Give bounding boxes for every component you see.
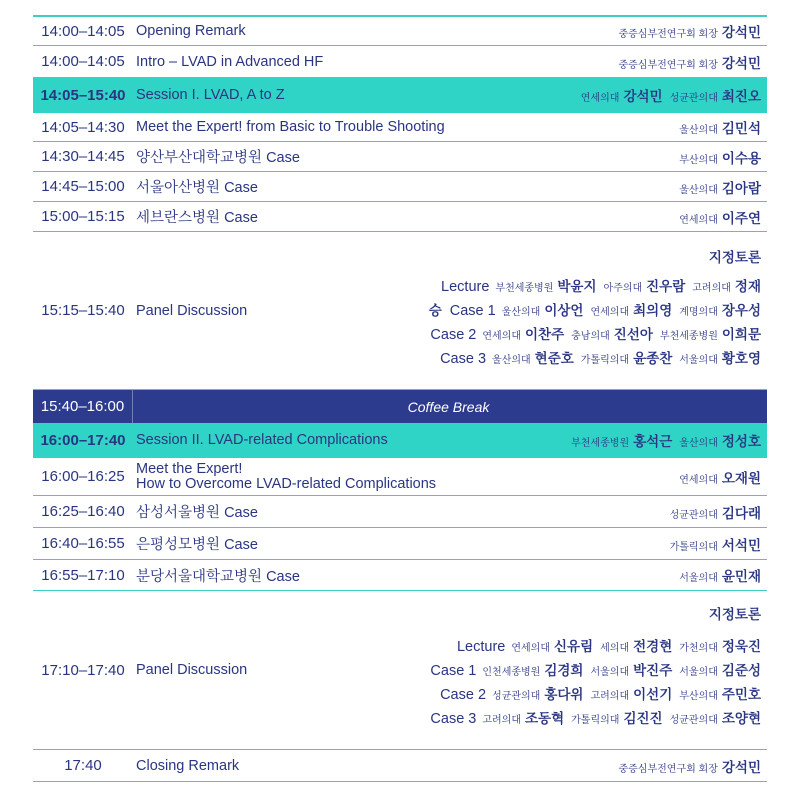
panel-line-label: Case 3 xyxy=(430,711,477,727)
chair-affiliation: 울산의대 xyxy=(679,438,718,449)
program-title: Opening Remark xyxy=(136,23,246,39)
panelist-name: 김진진 xyxy=(623,711,663,726)
speaker-affiliation: 가톨릭의대 xyxy=(669,541,718,553)
time-slot: 14:30–14:45 xyxy=(41,148,125,165)
speaker xyxy=(670,534,761,554)
time-slot: 17:10–17:40 xyxy=(41,661,125,679)
speaker xyxy=(679,147,761,167)
panelist-affiliation: 서울의대 xyxy=(590,667,630,678)
speaker-name: 오재원 xyxy=(721,470,761,486)
panelist-name: 조양현 xyxy=(721,711,761,726)
panelist-name: 정욱진 xyxy=(721,639,761,654)
panelist-name-continuation: 승 xyxy=(428,303,442,318)
chair-name: 최진오 xyxy=(721,89,761,104)
speaker-name: 김민석 xyxy=(721,121,761,136)
panelist-affiliation: 부산의대 xyxy=(679,691,718,702)
panelist-affiliation: 울산의대 xyxy=(492,355,531,366)
panelist-name: 김준성 xyxy=(721,663,761,678)
panelist-name: 장우성 xyxy=(721,303,761,318)
speaker-name: 윤민재 xyxy=(721,569,761,584)
speaker-affiliation: 중증심부전연구회 회장 xyxy=(618,763,718,775)
panelist-name: 진선아 xyxy=(613,327,653,342)
panel-line-lecture xyxy=(457,635,761,659)
speaker-affiliation: 울산의대 xyxy=(679,125,718,136)
speaker xyxy=(679,565,761,585)
speaker xyxy=(618,52,761,72)
row-content xyxy=(133,528,767,559)
speaker-name: 강석민 xyxy=(721,25,761,40)
panel-title: Panel Discussion xyxy=(136,662,248,678)
panel-label: 지정토론 xyxy=(708,607,761,622)
speaker-name: 서석민 xyxy=(721,537,761,553)
time-slot: 14:00–14:05 xyxy=(41,22,125,40)
talk-title: 양산부산대학교병원 Case xyxy=(136,150,300,166)
panel-label: 지정토론 xyxy=(708,250,761,265)
row-content xyxy=(133,113,767,141)
row-content xyxy=(133,560,767,590)
program-row-talk xyxy=(33,528,767,560)
speaker xyxy=(679,207,761,227)
panel-line-case-2 xyxy=(440,683,761,707)
panelist-affiliation: 고려의대 xyxy=(692,283,731,294)
row-content xyxy=(133,390,767,423)
session-time: 14:05–15:40 xyxy=(40,86,126,104)
panelist-affiliation: 인천세종병원 xyxy=(482,667,541,678)
speaker xyxy=(679,117,761,137)
chair-affiliation: 부천세종병원 xyxy=(571,438,630,449)
program-title: Closing Remark xyxy=(136,757,240,774)
speaker-name: 이수용 xyxy=(721,150,761,166)
panel-line-lecture xyxy=(441,275,761,299)
talk-title-line-2: How to Overcome LVAD-related Complications xyxy=(136,475,437,492)
panelist-list xyxy=(429,232,761,389)
program-table xyxy=(33,15,767,782)
panel-line-case-1 xyxy=(430,659,761,683)
panelist-affiliation: 세의대 xyxy=(600,643,630,654)
coffee-break-row xyxy=(33,390,767,423)
program-row-panel xyxy=(33,591,767,750)
speaker-name: 강석민 xyxy=(721,55,761,71)
chair-affiliation: 연세의대 xyxy=(580,93,620,104)
panelist-name: 박윤지 xyxy=(557,279,597,294)
speaker xyxy=(679,177,761,197)
panel-line-label: Case 2 xyxy=(440,687,487,703)
row-content xyxy=(133,750,767,781)
speaker-name: 이주연 xyxy=(721,210,761,226)
row-content xyxy=(133,17,767,45)
session-chairs xyxy=(571,430,761,450)
time-slot: 16:40–16:55 xyxy=(41,535,125,552)
time-slot: 17:40 xyxy=(64,757,102,774)
session-chairs xyxy=(581,85,761,105)
speaker-affiliation: 연세의대 xyxy=(679,474,718,486)
speaker-affiliation: 부산의대 xyxy=(679,154,718,166)
time-slot: 14:00–14:05 xyxy=(41,53,125,70)
panelist-name: 김경희 xyxy=(544,663,584,678)
talk-title: 세브란스병원 Case xyxy=(136,210,258,226)
speaker-affiliation: 울산의대 xyxy=(679,184,718,196)
panel-line-case-3 xyxy=(430,707,761,731)
coffee-break-title: Coffee Break xyxy=(407,398,490,415)
panel-line-case-3 xyxy=(440,347,761,371)
row-content xyxy=(133,496,767,527)
panelist-name: 이상언 xyxy=(544,303,584,318)
panel-line-label: Case 2 xyxy=(430,327,477,343)
speaker-affiliation: 중증심부전연구회 회장 xyxy=(618,29,718,40)
panelist-name: 윤종찬 xyxy=(633,351,673,366)
panelist-affiliation: 고려의대 xyxy=(590,691,630,702)
panelist-name: 이찬주 xyxy=(525,327,565,342)
speaker xyxy=(618,21,761,41)
speaker-affiliation: 중증심부전연구회 회장 xyxy=(618,59,718,71)
panelist-name: 조동혁 xyxy=(525,711,565,726)
program-row-panel xyxy=(33,232,767,390)
panel-line-case-2 xyxy=(430,323,761,347)
panelist-name: 신유림 xyxy=(554,639,594,654)
panelist-affiliation: 연세의대 xyxy=(511,643,550,654)
talk-title-line-1: Meet the Expert! xyxy=(136,460,243,477)
panel-line-label: Lecture xyxy=(456,639,506,655)
chair-affiliation: 성균관의대 xyxy=(669,93,718,104)
session-header-2 xyxy=(33,423,767,458)
panel-line-case-1 xyxy=(429,299,761,323)
panelist-affiliation: 연세의대 xyxy=(482,331,522,342)
speaker-name: 김다래 xyxy=(721,505,761,521)
talk-title: Meet the Expert! from Basic to Trouble Shooting xyxy=(136,119,445,135)
panelist-name: 전경현 xyxy=(633,639,673,654)
program-row-talk xyxy=(33,560,767,591)
panelist-affiliation: 고려의대 xyxy=(482,715,521,726)
speaker xyxy=(618,756,761,776)
panelist-name: 이희문 xyxy=(721,327,761,342)
panelist-affiliation: 가톨릭의대 xyxy=(571,715,620,726)
speaker-name: 김아람 xyxy=(721,180,761,196)
speaker-name: 강석민 xyxy=(721,759,761,775)
panelist-affiliation: 서울의대 xyxy=(679,667,718,678)
row-content xyxy=(133,232,767,389)
program-title: Intro – LVAD in Advanced HF xyxy=(136,53,324,70)
talk-title: 은평성모병원 Case xyxy=(136,537,258,553)
panel-line-label: Lecture xyxy=(441,279,490,295)
talk-title: 서울아산병원 Case xyxy=(136,180,258,196)
program-row-talk xyxy=(33,496,767,528)
time-slot: 14:45–15:00 xyxy=(41,178,125,195)
time-slot: 15:40–16:00 xyxy=(33,390,133,423)
panelist-affiliation: 서울의대 xyxy=(679,355,718,366)
session-time: 16:00–17:40 xyxy=(40,431,126,449)
chair-name: 정성호 xyxy=(721,434,761,449)
panel-title: Panel Discussion xyxy=(136,302,248,319)
session-header-1 xyxy=(33,78,767,113)
panel-line-label: Case 1 xyxy=(430,663,477,679)
panelist-name: 진우람 xyxy=(646,279,686,294)
panelist-affiliation: 연세의대 xyxy=(590,307,630,318)
time-slot: 15:00–15:15 xyxy=(41,208,125,225)
program-row-talk xyxy=(33,113,767,142)
row-content xyxy=(133,202,767,231)
panel-line-label: Case 3 xyxy=(440,351,487,367)
session-title: Session II. LVAD-related Complications xyxy=(136,432,388,448)
program-row-opening xyxy=(33,17,767,46)
panelist-affiliation: 성균관의대 xyxy=(492,691,541,702)
panel-line-label: Case 1 xyxy=(449,303,496,319)
time-slot: 15:15–15:40 xyxy=(41,302,125,319)
row-content xyxy=(133,46,767,77)
panelist-affiliation: 부천세종병원 xyxy=(495,283,554,294)
panelist-affiliation: 울산의대 xyxy=(501,307,541,318)
row-content xyxy=(133,458,767,495)
session-title: Session I. LVAD, A to Z xyxy=(136,87,285,103)
program-row-talk xyxy=(33,142,767,172)
speaker-affiliation: 성균관의대 xyxy=(669,509,718,521)
panelist-name: 정재 xyxy=(734,279,761,294)
program-row-talk xyxy=(33,202,767,232)
panelist-affiliation: 가천의대 xyxy=(679,643,718,654)
time-slot: 16:55–17:10 xyxy=(41,566,125,584)
chair-name: 강석민 xyxy=(623,89,663,104)
speaker xyxy=(679,467,761,487)
panelist-affiliation: 부천세종병원 xyxy=(659,331,718,342)
panelist-name: 이선기 xyxy=(633,687,673,702)
speaker-affiliation: 연세의대 xyxy=(679,214,718,226)
row-content xyxy=(133,142,767,171)
panelist-name: 현준호 xyxy=(534,351,574,366)
row-content xyxy=(133,172,767,201)
panelist-name: 박진주 xyxy=(633,663,673,678)
speaker-affiliation: 서울의대 xyxy=(679,573,718,584)
row-content xyxy=(133,423,767,457)
row-content xyxy=(133,78,767,112)
program-row-talk xyxy=(33,458,767,496)
panelist-affiliation: 계명의대 xyxy=(679,307,718,318)
panelist-affiliation: 충남의대 xyxy=(571,331,610,342)
row-content xyxy=(133,591,767,749)
talk-title xyxy=(136,462,436,492)
panelist-name: 홍다위 xyxy=(544,687,584,702)
panelist-name: 황호영 xyxy=(721,351,761,366)
program-row-intro xyxy=(33,46,767,78)
time-slot: 16:25–16:40 xyxy=(41,503,125,520)
time-slot: 16:00–16:25 xyxy=(41,468,125,485)
panelist-list xyxy=(430,591,761,749)
time-slot: 14:05–14:30 xyxy=(41,118,125,136)
chair-name: 홍석근 xyxy=(633,434,673,449)
panelist-affiliation: 아주의대 xyxy=(603,283,643,294)
panelist-affiliation: 성균관의대 xyxy=(669,715,718,726)
panelist-name: 주민호 xyxy=(721,687,761,702)
program-row-talk xyxy=(33,172,767,202)
talk-title: 삼성서울병원 Case xyxy=(136,505,258,521)
speaker xyxy=(670,502,761,522)
talk-title: 분당서울대학교병원 Case xyxy=(136,568,300,585)
program-row-closing xyxy=(33,750,767,782)
panelist-affiliation: 가톨릭의대 xyxy=(580,355,630,366)
panelist-name: 최의영 xyxy=(633,303,673,318)
